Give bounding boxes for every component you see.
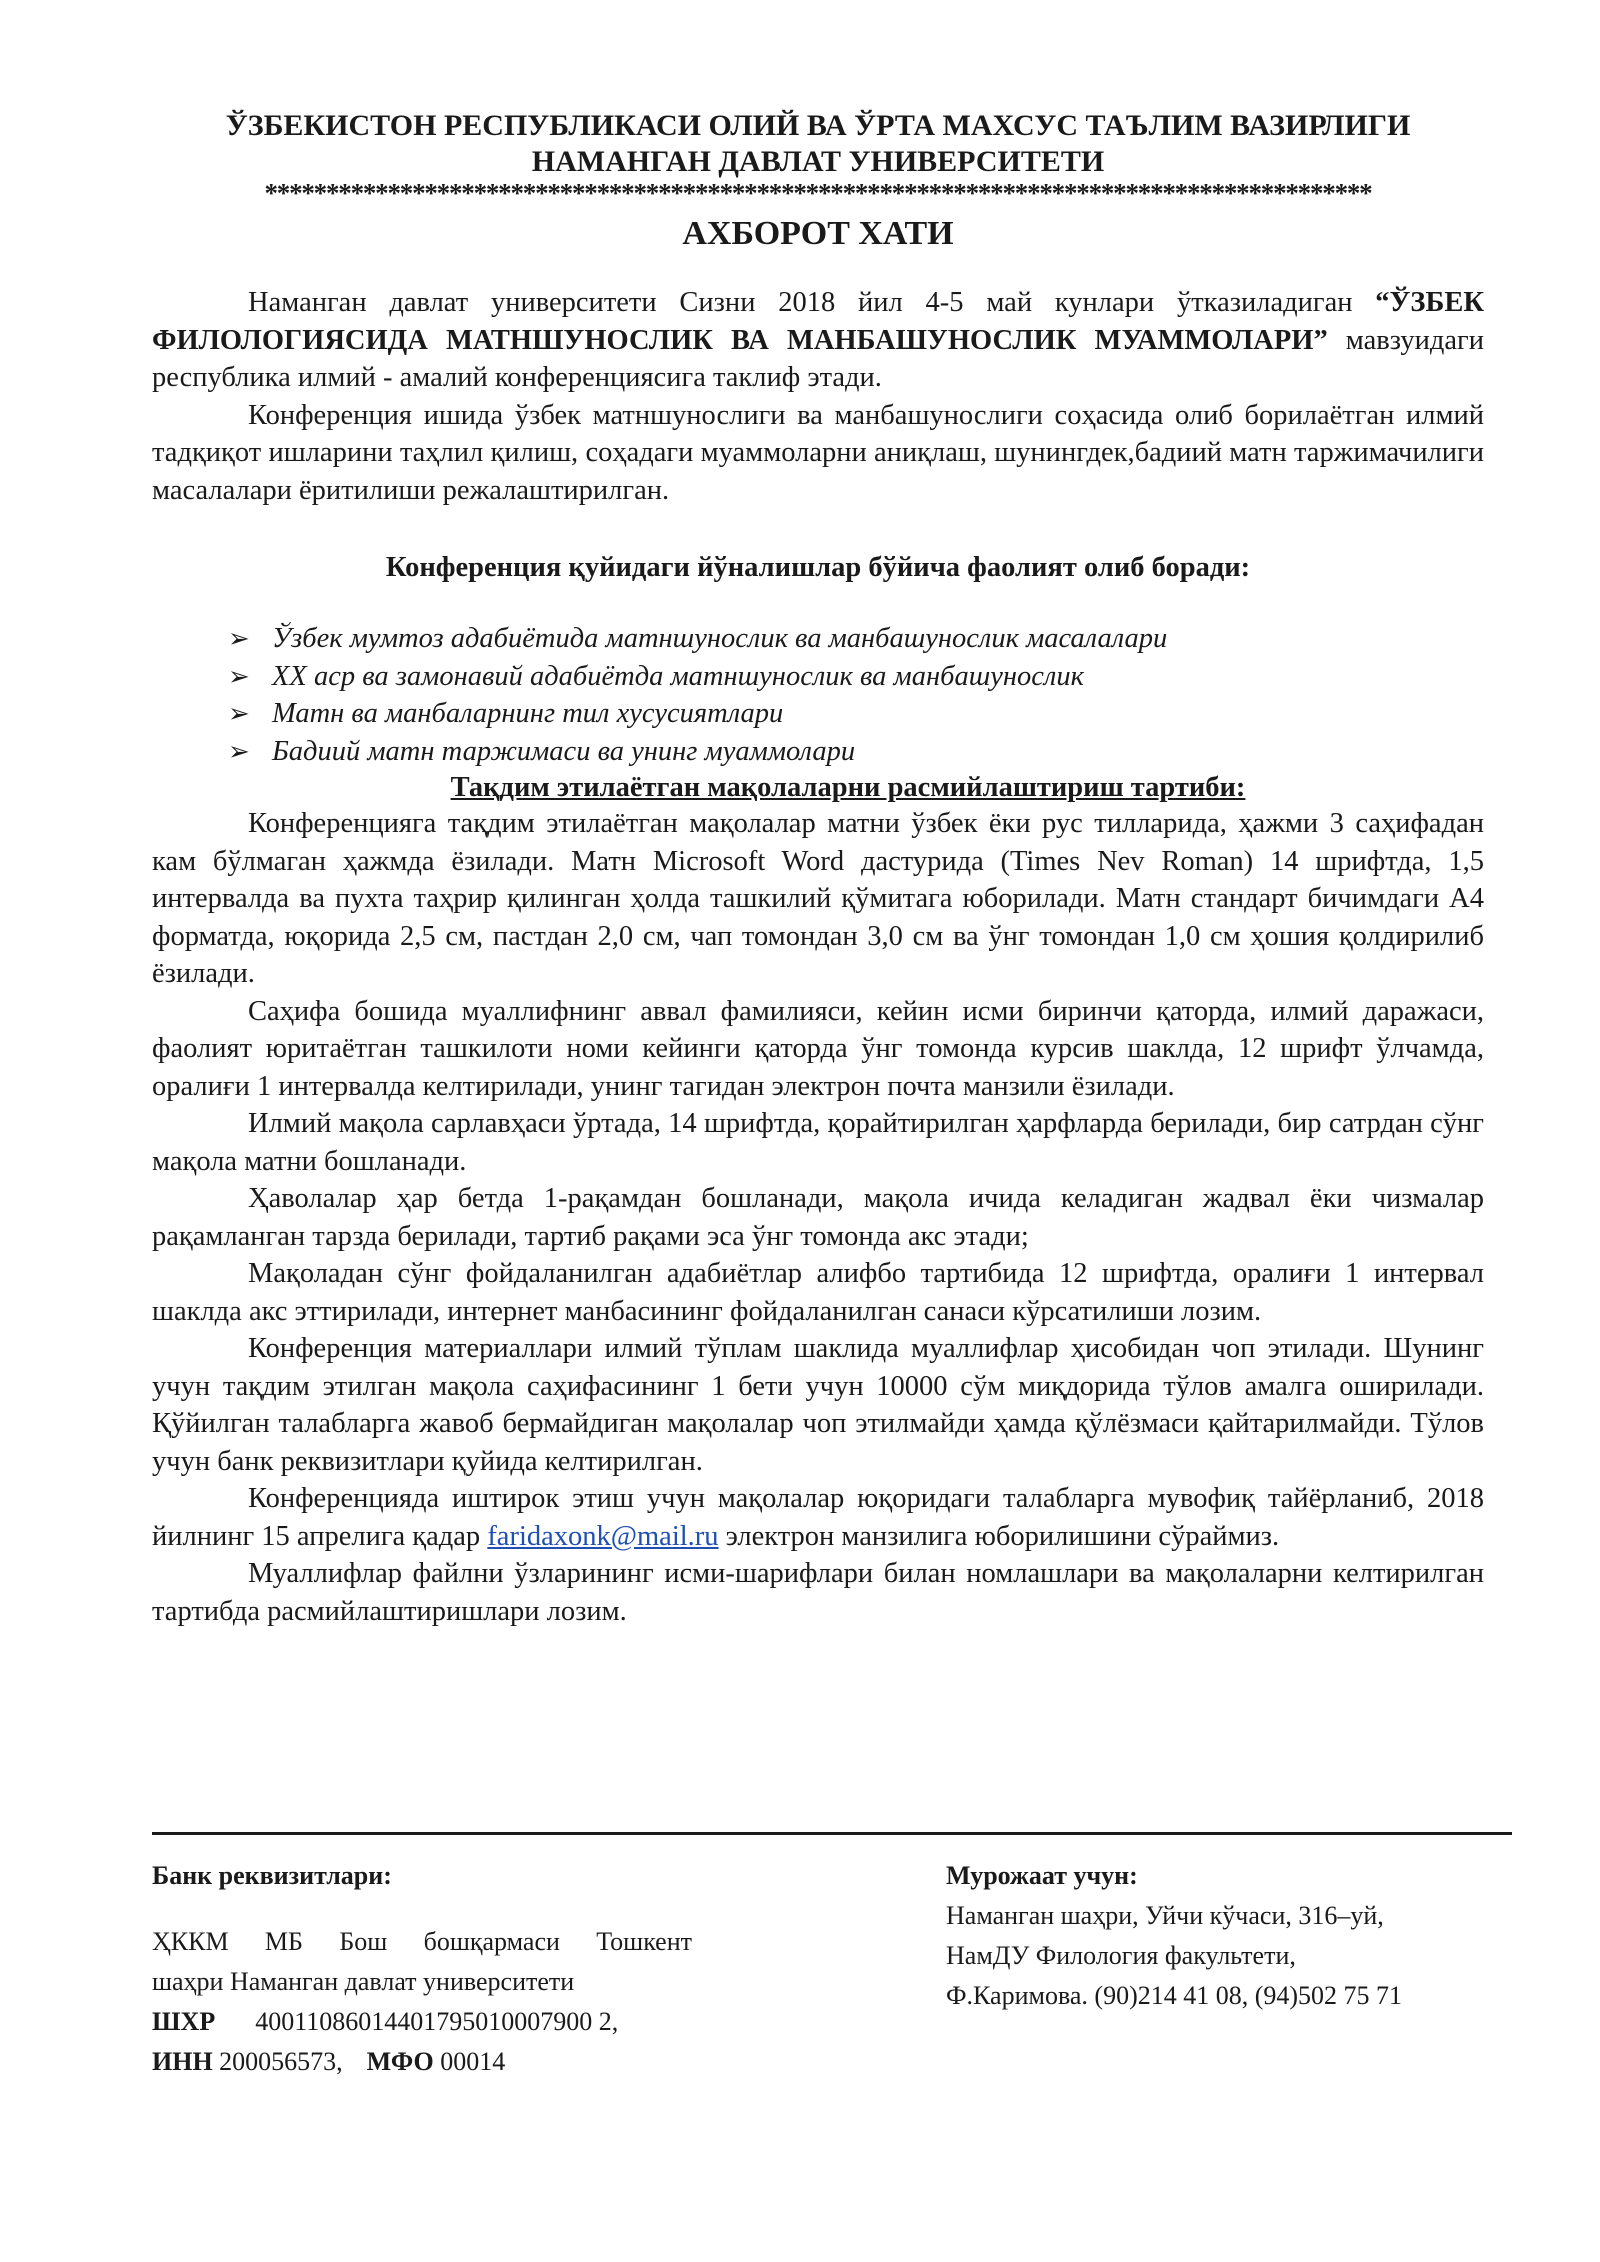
mfo-value: 00014 [440, 2047, 506, 2076]
directions-list [152, 620, 1484, 770]
intro-text-end: мавзуидаги республика илмий - амалий конференциясига таклиф этади. [152, 324, 1484, 393]
rules-paragraph-1: Конференцияга тақдим этилаётган мақолалар матни ўзбек ёки рус тилларида, ҳажми 3 саҳифадан кам бўлмаган ҳажмда ёзилади. Матн Microsoft Word дастурида (Times Nev Roman) 14 шрифтда, 1,5 интервалда ва пухта таҳрир қилинган ҳолда ташкилий қўмитага юборилади. Матн стандарт бичимдаги А4 форматда, юқорида 2,5 см, пастдан 2,0 см, чап томондан 3,0 см ва ўнг томондан 1,0 см ҳошия қолдирилиб ёзилади. [152, 808, 1484, 989]
rules-paragraph-2: Саҳифа бошида муаллифнинг аввал фамилияси, кейин исми биринчи қаторда, илмий даражаси, фаолият юритаётган ташкилоти номи кейинги қаторда ўнг томонда курсив шаклда, 12 шрифт ўлчамда, оралиғи 1 интервалда келтирилади, унинг тагидан электрон почта манзили ёзилади. [152, 995, 1484, 1102]
contact-faculty: НамДУ Филология факультети, [946, 1941, 1296, 1970]
bank-details [152, 1856, 692, 2082]
direction-label: ХХ аср ва замонавий адабиётда матншунослик ва манбашунослик [272, 660, 1084, 692]
arrow-bullet-icon: ➢ [228, 699, 250, 728]
contact-address: Наманган шаҳри, Уйчи кўчаси, 316–уй, [946, 1901, 1384, 1930]
conference-topic: “ЎЗБЕК ФИЛОЛОГИЯСИДА МАТНШУНОСЛИК ВА МАНБАШУНОСЛИК МУАММОЛАРИ” [152, 287, 1484, 356]
rules-paragraph-3: Илмий мақола сарлавҳаси ўртада, 14 шрифтда, қорайтирилган ҳарфларда берилади, бир сатрдан сўнг мақола матни бошланади. [152, 1108, 1484, 1177]
contact-person-phone: Ф.Каримова. (90)214 41 08, (94)502 75 71 [946, 1981, 1403, 2010]
rules-paragraph-4: Ҳаволалар ҳар бетда 1-рақамдан бошланади, мақола ичида келадиган жадвал ёки чизмалар рақамланган тарзда берилади, тартиб рақами эса ўнг томонда акс этади; [152, 1183, 1484, 1252]
arrow-bullet-icon: ➢ [228, 624, 250, 653]
list-item [152, 658, 1484, 696]
list-item [152, 695, 1484, 733]
list-item [152, 733, 1484, 771]
intro-text-start: Наманган давлат университети Сизни 2018 йил 4-5 май кунлари ўтказиладиган [248, 287, 1376, 318]
rules-paragraph-6: Конференция материаллари илмий тўплам шаклида муаллифлар ҳисобидан чоп этилади. Шунинг учун тақдим этилган мақола саҳифасининг 1 бети учун 10000 сўм миқдорида тўлов амалга оширилади. Қўйилган талабларга жавоб бермайдиган мақолалар чоп этилмайди ҳамда қўлёзмаси қайтарилмайди. Тўлов учун банк реквизитлари қуйида келтирилган. [152, 1333, 1484, 1477]
direction-label: Матн ва манбаларнинг тил хусусиятлари [272, 698, 784, 729]
shr-value: 40011086014401795010007900 2, [255, 2007, 619, 2036]
star-separator: ****************************************************************************************** [264, 180, 1372, 206]
email-link[interactable]: faridaxonk@mail.ru [487, 1520, 719, 1552]
inn-label: ИНН [152, 2047, 213, 2076]
bank-account-row [152, 2002, 692, 2042]
document-body [152, 108, 1484, 1630]
bank-line-1: ҲККМ МБ Бош бошқармаси Тошкент [152, 1927, 692, 1956]
direction-label: Ўзбек мумтоз адабиётида матншунослик ва манбашунослик масалалари [272, 623, 1168, 654]
bank-line-2: шаҳри Наманган давлат университети [152, 1967, 575, 1996]
arrow-bullet-icon: ➢ [228, 736, 250, 766]
mfo-label: МФО [366, 2047, 434, 2076]
inn-value: 200056573, [219, 2047, 343, 2076]
list-item [152, 620, 1484, 658]
horizontal-divider [152, 1832, 1512, 1835]
university-heading: НАМАНГАН ДАВЛАТ УНИВЕРСИТЕТИ [531, 145, 1105, 178]
rules-paragraph-7 [152, 1480, 1484, 1555]
intro-paragraph-1 [152, 284, 1484, 397]
direction-label: Бадиий матн таржимаси ва унинг муаммолари [272, 735, 856, 767]
submission-text-end: электрон манзилига юборилишини сўраймиз. [718, 1520, 1280, 1552]
rules-paragraph-8: Муаллифлар файлни ўзларининг исми-шарифлари билан номлашлари ва мақолаларни келтирилган тартибда расмийлаштиришлари лозим. [152, 1558, 1484, 1627]
shr-label: ШХР [152, 2007, 216, 2036]
ministry-heading: ЎЗБЕКИСТОН РЕСПУБЛИКАСИ ОЛИЙ ВА ЎРТА МАХСУС ТАЪЛИМ ВАЗИРЛИГИ [225, 109, 1411, 142]
submission-text-start: Конференцияда иштирок этиш учун мақолалар юқоридаги талабларга мувофиқ тайёрланиб, 2018 йилнинг 15 апрелига қадар [152, 1483, 1484, 1552]
bank-codes-row [152, 2042, 692, 2082]
rules-paragraph-5: Мақоладан сўнг фойдаланилган адабиётлар алифбо тартибида 12 шрифтда, оралиғи 1 интервал шаклда акс эттирилади, интернет манбасининг фойдаланилган санаси кўрсатилиши лозим. [152, 1258, 1484, 1327]
contact-heading: Мурожаат учун: [946, 1861, 1138, 1890]
intro-paragraph-2: Конференция ишида ўзбек матншунослиги ва манбашунослиги соҳасида олиб борилаётган илмий тадқиқот ишларини таҳлил қилиш, соҳадаги муаммоларни аниқлаш, шунингдек,бадиий матн таржимачилиги масалалари ёритилиши режалаштирилган. [152, 399, 1484, 506]
arrow-bullet-icon: ➢ [228, 661, 250, 691]
rules-heading: Тақдим этилаётган мақолаларни расмийлаштириш тартиби: [450, 772, 1246, 803]
contact-details [946, 1856, 1506, 2016]
document-title: АХБОРОТ ХАТИ [682, 215, 954, 252]
bank-heading: Банк реквизитлари: [152, 1861, 392, 1890]
directions-heading: Конференция қуйидаги йўналишлар бўйича фаолият олиб боради: [385, 552, 1251, 583]
